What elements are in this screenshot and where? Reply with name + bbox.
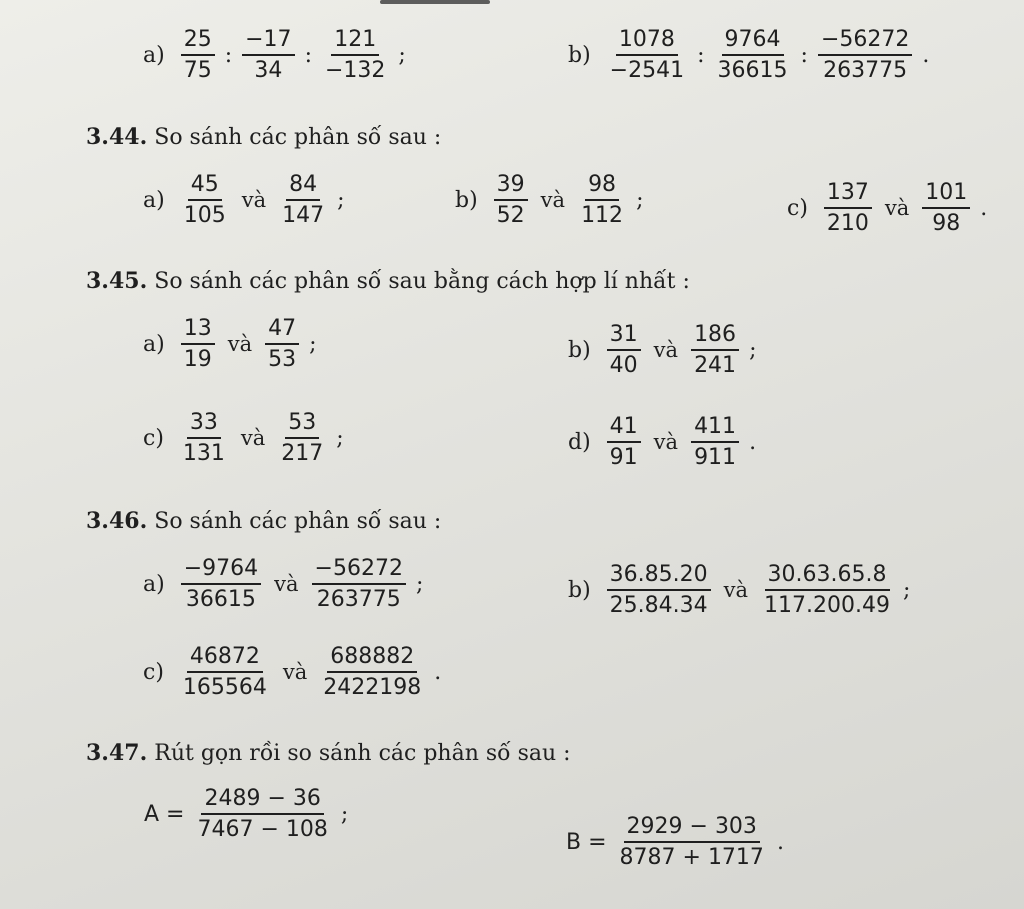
connector-va: và <box>282 660 308 684</box>
exercise-number: 3.46. <box>86 508 148 534</box>
ex346-item-c <box>143 644 447 700</box>
ex347-expression-b <box>566 814 790 870</box>
connector-va: và <box>653 338 679 362</box>
denominator: 91 <box>609 445 638 470</box>
punctuation: . <box>922 42 930 68</box>
fraction <box>691 414 739 470</box>
connector-va: và <box>884 196 910 220</box>
numerator: −9764 <box>181 556 261 585</box>
fraction <box>607 322 641 378</box>
fraction <box>824 180 872 236</box>
connector-va: và <box>240 426 266 450</box>
fraction <box>715 27 791 83</box>
item-label: c) <box>143 659 164 685</box>
exercise-number: 3.44. <box>86 124 148 150</box>
denominator: 52 <box>496 203 525 228</box>
exercise-3-46-heading <box>86 508 441 534</box>
denominator: 112 <box>581 203 624 228</box>
fraction <box>180 644 270 700</box>
connector-va: và <box>540 188 566 212</box>
punctuation: ; <box>398 42 406 68</box>
denominator: 217 <box>281 441 324 466</box>
numerator: 47 <box>265 316 299 345</box>
ex346-item-a <box>143 556 429 612</box>
denominator: 911 <box>694 445 737 470</box>
fraction <box>242 27 294 83</box>
fraction <box>607 562 711 618</box>
denominator: 263775 <box>316 587 401 612</box>
denominator: 75 <box>183 58 212 83</box>
fraction <box>494 172 528 228</box>
fraction <box>279 172 327 228</box>
denominator: 98 <box>932 211 961 236</box>
numerator: 84 <box>286 172 320 201</box>
denominator: 40 <box>609 353 638 378</box>
item-label: a) <box>143 187 165 213</box>
denominator: 117.200.49 <box>764 593 890 618</box>
expression-label: A = <box>144 801 185 827</box>
fraction <box>181 556 261 612</box>
denominator: 147 <box>282 203 325 228</box>
connector-va: và <box>241 188 267 212</box>
exercise-number: 3.45. <box>86 268 148 294</box>
punctuation: ; <box>340 801 349 827</box>
ex345-item-c <box>143 410 350 466</box>
denominator: −132 <box>324 58 386 83</box>
numerator: 33 <box>187 410 221 439</box>
item-label: a) <box>143 331 165 357</box>
fraction <box>265 316 299 372</box>
numerator: −17 <box>242 27 294 56</box>
denominator: −2541 <box>609 58 685 83</box>
punctuation: ; <box>415 571 424 597</box>
connector-va: và <box>723 578 749 602</box>
denominator: 263775 <box>823 58 908 83</box>
denominator: 2422198 <box>323 675 422 700</box>
denominator: 241 <box>694 353 737 378</box>
item-label: c) <box>143 425 164 451</box>
numerator: 36.85.20 <box>607 562 711 591</box>
ex347-expression-a <box>144 786 354 842</box>
item-label: a) <box>143 42 165 68</box>
fraction <box>322 27 388 83</box>
colon: : <box>697 42 705 68</box>
denominator: 53 <box>268 347 297 372</box>
denominator: 34 <box>254 58 283 83</box>
fraction <box>181 27 215 83</box>
numerator: 98 <box>585 172 619 201</box>
fraction <box>181 172 229 228</box>
numerator: 411 <box>691 414 739 443</box>
fraction <box>194 786 330 842</box>
connector-va: và <box>274 572 299 596</box>
numerator: 9764 <box>722 27 784 56</box>
connector-va: và <box>227 332 253 356</box>
ex345-item-b <box>568 322 762 378</box>
row0-item-b <box>568 27 935 83</box>
punctuation: . <box>749 429 757 455</box>
fraction <box>278 410 326 466</box>
fraction <box>761 562 893 618</box>
numerator: 46872 <box>187 644 263 673</box>
numerator: 39 <box>494 172 528 201</box>
denominator: 36615 <box>717 58 788 83</box>
denominator: 25.84.34 <box>609 593 708 618</box>
punctuation: ; <box>749 337 757 363</box>
numerator: 1078 <box>616 27 678 56</box>
punctuation: ; <box>337 187 345 213</box>
punctuation: . <box>434 659 442 685</box>
fraction <box>320 644 424 700</box>
exercise-title: Rút gọn rồi so sánh các phân số sau : <box>154 741 571 766</box>
punctuation: ; <box>309 331 317 357</box>
item-label: d) <box>568 429 591 455</box>
punctuation: ; <box>636 187 644 213</box>
punctuation: . <box>776 829 784 855</box>
colon: : <box>224 42 233 68</box>
numerator: 31 <box>607 322 641 351</box>
exercise-3-47-heading <box>86 740 571 766</box>
punctuation: ; <box>336 425 344 451</box>
exercise-3-45-heading <box>86 268 690 294</box>
exercise-title: So sánh các phân số sau : <box>154 509 442 534</box>
fraction <box>181 316 215 372</box>
numerator: 2929 − 303 <box>624 814 760 843</box>
denominator: 210 <box>826 211 869 236</box>
item-label: c) <box>787 195 808 221</box>
numerator: 25 <box>181 27 215 56</box>
connector-va: và <box>653 430 679 454</box>
numerator: 41 <box>607 414 641 443</box>
punctuation: ; <box>903 577 911 603</box>
ex344-item-c <box>787 180 993 236</box>
numerator: 121 <box>331 27 379 56</box>
ex344-item-b <box>455 172 649 228</box>
denominator: 105 <box>183 203 226 228</box>
punctuation: . <box>980 195 988 221</box>
numerator: 101 <box>922 180 970 209</box>
denominator: 36615 <box>185 587 256 612</box>
ex345-item-a <box>143 316 323 372</box>
denominator: 165564 <box>182 675 267 700</box>
denominator: 7467 − 108 <box>197 817 328 842</box>
numerator: 137 <box>824 180 872 209</box>
exercise-number: 3.47. <box>86 740 148 766</box>
expression-label: B = <box>566 829 607 855</box>
numerator: 53 <box>285 410 319 439</box>
denominator: 8787 + 1717 <box>619 845 764 870</box>
fraction <box>691 322 739 378</box>
item-label: b) <box>568 577 591 603</box>
fraction <box>607 27 687 83</box>
exercise-title: So sánh các phân số sau bằng cách hợp lí nhất : <box>154 269 690 294</box>
exercise-3-44-heading <box>86 124 441 150</box>
numerator: 30.63.65.8 <box>765 562 890 591</box>
item-label: a) <box>143 571 165 597</box>
numerator: 45 <box>188 172 222 201</box>
row0-item-a <box>143 27 412 83</box>
fraction <box>180 410 228 466</box>
colon: : <box>304 42 312 68</box>
numerator: 13 <box>181 316 215 345</box>
item-label: b) <box>455 187 478 213</box>
ex345-item-d <box>568 414 762 470</box>
numerator: −56272 <box>312 556 406 585</box>
numerator: 2489 − 36 <box>201 786 323 815</box>
fraction <box>922 180 970 236</box>
fraction <box>578 172 626 228</box>
colon: : <box>800 42 808 68</box>
numerator: 688882 <box>327 644 417 673</box>
denominator: 131 <box>182 441 225 466</box>
item-label: b) <box>568 42 591 68</box>
item-label: b) <box>568 337 591 363</box>
page-top-edge <box>380 0 490 4</box>
numerator: 186 <box>691 322 739 351</box>
exercise-title: So sánh các phân số sau : <box>154 125 442 150</box>
fraction <box>312 556 406 612</box>
ex344-item-a <box>143 172 351 228</box>
fraction <box>818 27 912 83</box>
denominator: 19 <box>183 347 212 372</box>
fraction <box>607 414 641 470</box>
numerator: −56272 <box>818 27 912 56</box>
ex346-item-b <box>568 562 916 618</box>
fraction <box>617 814 767 870</box>
